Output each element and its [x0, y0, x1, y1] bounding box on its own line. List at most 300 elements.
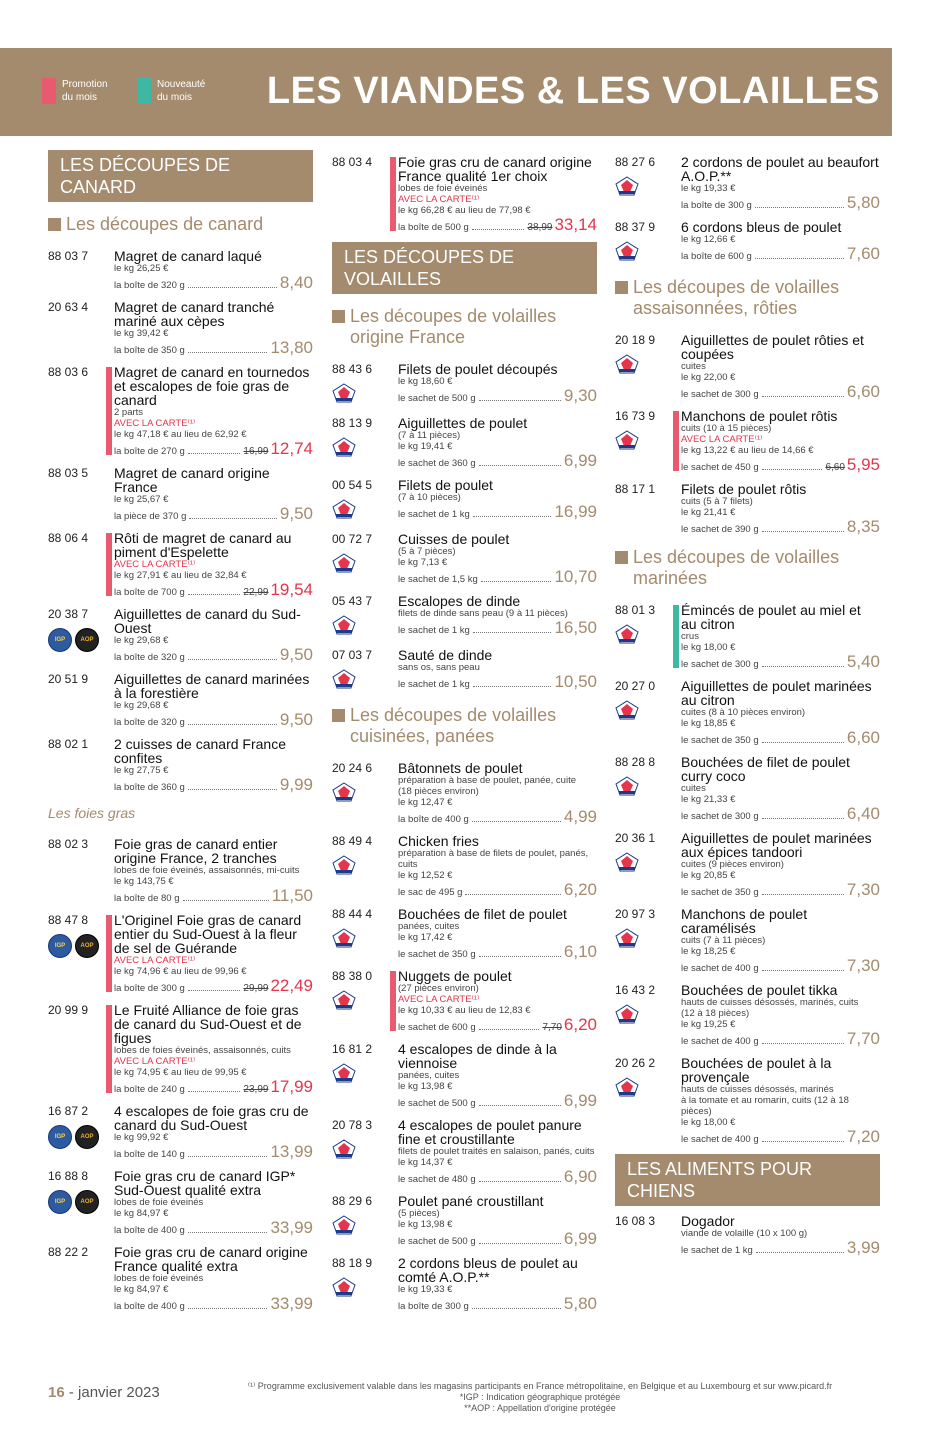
- dot-leader: [479, 956, 561, 957]
- promo-swatch: [42, 78, 56, 104]
- dot-leader: [479, 465, 561, 466]
- product-detail: le kg 20,85 €: [681, 870, 736, 881]
- product-item: [48, 1003, 313, 1095]
- product-code-text: 88 38 0: [332, 969, 373, 983]
- product-item: [615, 755, 880, 822]
- dot-leader: [479, 1105, 561, 1106]
- product-detail: cuits (10 à 15 pièces): [681, 423, 772, 434]
- aop-label-icon: AOP: [75, 934, 99, 958]
- product-code: [332, 1256, 398, 1312]
- dot-leader: [473, 632, 552, 633]
- dot-leader: [188, 789, 277, 790]
- product-price: 6,60: [846, 728, 880, 747]
- product-body: [681, 333, 880, 400]
- product-code-text: 88 29 6: [332, 1194, 373, 1208]
- product-price: 6,99: [563, 1091, 597, 1110]
- product-body: [398, 532, 597, 585]
- product-code: [615, 1214, 681, 1256]
- product-name: Magret de canard origine France: [114, 465, 270, 495]
- product-body: [114, 466, 313, 522]
- product-price: 9,50: [279, 504, 313, 523]
- product-item: [615, 1214, 880, 1256]
- promo-unit-price: le kg 13,22 € au lieu de 14,66 €: [681, 445, 814, 456]
- aop-label-icon: AOP: [75, 628, 99, 652]
- product-quantity: la boîte de 140 g: [114, 1149, 185, 1160]
- product-body: [681, 983, 880, 1047]
- product-body: [681, 1056, 880, 1145]
- product-detail: cuits (7 à 11 pièces): [681, 935, 766, 946]
- product-detail: le kg 19,33 €: [681, 183, 736, 194]
- product-code-text: 20 99 9: [48, 1003, 89, 1017]
- product-code: [332, 532, 398, 585]
- product-price: 9,50: [279, 645, 313, 664]
- product-quantity: le sachet de 350 g: [398, 949, 476, 960]
- product-price: 33,99: [270, 1218, 313, 1237]
- price-line: [681, 653, 880, 670]
- product-code: [615, 755, 681, 822]
- product-item: [615, 155, 880, 211]
- product-code-text: 88 17 1: [615, 482, 656, 496]
- price-line: [398, 1168, 597, 1185]
- product-code-text: 88 47 8: [48, 913, 89, 927]
- product-price: 6,20: [563, 1015, 597, 1034]
- price-line: [681, 1239, 880, 1256]
- product-price: 7,30: [846, 956, 880, 975]
- dot-leader: [183, 900, 269, 901]
- legend-promo: [42, 78, 118, 106]
- product-name: 2 cordons de poulet au beaufort A.O.P.**: [681, 154, 879, 184]
- product-item: [615, 603, 880, 670]
- product-detail: (12 à 18 pièces): [681, 1008, 750, 1019]
- dot-leader: [188, 1156, 268, 1157]
- card-offer-label: AVEC LA CARTE⁽¹⁾: [114, 1056, 196, 1067]
- product-quantity: le sachet de 400 g: [681, 1036, 759, 1047]
- volaille-francaise-icon: [332, 782, 356, 802]
- product-price: 5,95: [846, 455, 880, 474]
- volaille-francaise-icon: [332, 928, 356, 948]
- volaille-francaise-icon: [615, 1004, 639, 1024]
- footnote-1: ⁽¹⁾ Programme exclusivement valable dans les magasins participants en France métropolitaine, en Belgique et au Luxembourg et sur www.picard.fr: [247, 1381, 833, 1391]
- price-line: [681, 805, 880, 822]
- product-item: [332, 834, 597, 898]
- volaille-francaise-icon: [332, 553, 356, 573]
- product-item: [615, 409, 880, 473]
- product-name: Filets de poulet rôtis: [681, 481, 807, 497]
- product-item: [615, 482, 880, 535]
- footnotes: [190, 1381, 890, 1414]
- product-quantity: le sachet de 500 g: [398, 1098, 476, 1109]
- product-item: [332, 1042, 597, 1109]
- product-body: [681, 603, 880, 670]
- price-line: [398, 1230, 597, 1247]
- product-code: [48, 300, 114, 356]
- product-detail: le kg 18,25 €: [681, 946, 736, 957]
- dot-leader: [481, 581, 552, 582]
- product-name: 2 cuisses de canard France confites: [114, 736, 286, 766]
- product-code-text: 88 03 7: [48, 249, 89, 263]
- volaille-francaise-icon: [332, 615, 356, 635]
- product-code-text: 88 18 9: [332, 1256, 373, 1270]
- product-detail: le kg 17,42 €: [398, 932, 453, 943]
- product-detail: viande de volaille (10 x 100 g): [681, 1228, 808, 1239]
- price-line: [398, 1295, 597, 1312]
- price-line: [398, 387, 597, 404]
- volaille-francaise-icon: [615, 176, 639, 196]
- dot-leader: [188, 990, 241, 991]
- product-name: Bouchées de filet de poulet: [398, 906, 567, 922]
- product-price: 7,70: [846, 1029, 880, 1048]
- product-code-text: 00 72 7: [332, 532, 373, 546]
- dot-leader: [189, 518, 277, 519]
- product-quantity: le sachet de 400 g: [681, 1134, 759, 1145]
- dot-leader: [188, 1308, 268, 1309]
- product-price: 6,99: [563, 451, 597, 470]
- volaille-francaise-icon: [332, 383, 356, 403]
- product-body: [398, 1042, 597, 1109]
- product-name: Bouchées de filet de poulet curry coco: [681, 754, 850, 784]
- product-detail: (27 pièces environ): [398, 983, 479, 994]
- product-body: [114, 365, 313, 457]
- volaille-francaise-icon: [332, 437, 356, 457]
- product-detail: le kg 18,85 €: [681, 718, 736, 729]
- product-price: 13,80: [270, 338, 313, 357]
- product-quantity: le sachet de 500 g: [398, 1236, 476, 1247]
- product-code-text: 88 43 6: [332, 362, 373, 376]
- product-quantity: le sachet de 600 g: [398, 1022, 476, 1033]
- product-code: [48, 607, 114, 663]
- dot-leader: [188, 659, 277, 660]
- product-item: [615, 333, 880, 400]
- product-item: [332, 416, 597, 469]
- footnote-2: *IGP : Indication géographique protégée: [459, 1392, 621, 1402]
- price-line: [114, 887, 313, 904]
- product-detail: le kg 14,37 €: [398, 1157, 453, 1168]
- product-name: Manchons de poulet rôtis: [681, 408, 838, 424]
- product-item: [332, 532, 597, 585]
- product-body: [398, 761, 597, 825]
- product-name: Cuisses de poulet: [398, 531, 510, 547]
- price-line: [681, 729, 880, 746]
- product-detail: le kg 13,98 €: [398, 1081, 453, 1092]
- product-quantity: la boîte de 360 g: [114, 782, 185, 793]
- product-detail: (7 à 10 pièces): [398, 492, 461, 503]
- price-line: [114, 581, 313, 598]
- square-bullet-icon: [48, 218, 61, 231]
- product-detail: cuites (8 à 10 pièces environ): [681, 707, 806, 718]
- product-price: 5,40: [846, 652, 880, 671]
- product-body: [681, 220, 880, 265]
- square-bullet-icon: [615, 281, 628, 294]
- product-code-text: 88 02 1: [48, 737, 89, 751]
- product-price: 6,10: [563, 942, 597, 961]
- product-detail: le kg 18,60 €: [398, 376, 453, 387]
- product-body: [398, 362, 597, 407]
- promo-bar: [106, 915, 112, 992]
- product-detail: le kg 12,52 €: [398, 870, 453, 881]
- product-quantity: la boîte de 600 g: [681, 251, 752, 262]
- product-quantity: la boîte de 240 g: [114, 1084, 185, 1095]
- promo-unit-price: le kg 74,95 € au lieu de 99,95 €: [114, 1067, 247, 1078]
- aop-label-icon: AOP: [75, 1190, 99, 1214]
- volaille-francaise-icon: [332, 669, 356, 689]
- product-code: [48, 531, 114, 598]
- product-detail: préparation à base de poulet, panée, cuite: [398, 775, 576, 786]
- product-code-text: 20 27 0: [615, 679, 656, 693]
- price-line: [114, 977, 313, 994]
- product-body: [114, 1245, 313, 1312]
- product-price: 10,50: [554, 672, 597, 691]
- product-detail: cuits (5 à 7 filets): [681, 496, 753, 507]
- product-code: [48, 466, 114, 522]
- product-code: [332, 594, 398, 639]
- volaille-francaise-icon: [615, 928, 639, 948]
- product-code-text: 20 38 7: [48, 607, 89, 621]
- dot-leader: [473, 516, 552, 517]
- product-detail: filets de poulet traités en salaison, panés, cuits: [398, 1146, 595, 1157]
- product-code-text: 16 08 3: [615, 1214, 656, 1228]
- dot-leader: [762, 894, 844, 895]
- page-title: LES VIANDES & LES VOLAILLES: [266, 70, 880, 112]
- product-detail: le kg 27,75 €: [114, 765, 169, 776]
- volaille-francaise-icon: [615, 624, 639, 644]
- volaille-francaise-icon: [615, 430, 639, 450]
- price-line: [681, 957, 880, 974]
- product-code-text: 20 78 3: [332, 1118, 373, 1132]
- product-price: 6,90: [563, 1167, 597, 1186]
- price-line: [398, 452, 597, 469]
- product-detail: le kg 21,33 €: [681, 794, 736, 805]
- product-name: Foie gras cru de canard IGP* Sud-Ouest qualité extra: [114, 1168, 296, 1198]
- product-item: [48, 300, 313, 356]
- product-name: Rôti de magret de canard au piment d'Espelette: [114, 530, 292, 560]
- product-name: L'Originel Foie gras de canard entier du Sud-Ouest à la fleur de sel de Guérande: [114, 912, 302, 956]
- product-detail: le kg 18,00 €: [681, 1117, 736, 1128]
- product-detail: cuites (9 pièces environ): [681, 859, 784, 870]
- product-price: 13,99: [270, 1142, 313, 1161]
- dot-leader: [188, 594, 241, 595]
- product-detail: le kg 19,41 €: [398, 441, 453, 452]
- legend-promo-label: Promotion du mois: [62, 79, 108, 103]
- product-quantity: la pièce de 370 g: [114, 511, 187, 522]
- product-quantity: la boîte de 500 g: [398, 222, 469, 233]
- igp-label-icon: IGP: [48, 1125, 72, 1149]
- product-detail: le kg 7,13 €: [398, 557, 448, 568]
- price-line: [681, 383, 880, 400]
- product-detail: panées, cuites: [398, 1070, 460, 1081]
- product-code: [332, 648, 398, 693]
- dot-leader: [473, 686, 552, 687]
- product-quantity: la boîte de 320 g: [114, 652, 185, 663]
- product-quantity: le sachet de 400 g: [681, 963, 759, 974]
- product-price: 5,80: [846, 193, 880, 212]
- product-body: [114, 1003, 313, 1095]
- product-quantity: la boîte de 400 g: [114, 1225, 185, 1236]
- product-item: [332, 478, 597, 523]
- subsection-title: [332, 705, 597, 747]
- product-detail: le kg 13,98 €: [398, 1219, 453, 1230]
- product-code: [615, 409, 681, 473]
- product-code: [332, 834, 398, 898]
- square-bullet-icon: [615, 551, 628, 564]
- page-number: [48, 1384, 160, 1401]
- product-price: 33,99: [270, 1294, 313, 1313]
- product-body: [398, 907, 597, 960]
- product-detail: le kg 39,42 €: [114, 328, 169, 339]
- product-body: [114, 913, 313, 994]
- subsection-title-text: Les découpes de canard: [66, 214, 264, 234]
- product-item: [332, 907, 597, 960]
- product-item: [615, 907, 880, 974]
- new-bar: [673, 605, 679, 668]
- product-detail: filets de dinde sans peau (9 à 11 pièces): [398, 608, 568, 619]
- product-body: [398, 1118, 597, 1185]
- product-detail: lobes de foie éveinés: [398, 183, 488, 194]
- product-name: Aiguillettes de poulet marinées au citron: [681, 678, 872, 708]
- product-code: [48, 1169, 114, 1236]
- product-name: Bouchées de poulet tikka: [681, 982, 838, 998]
- product-quantity: le sachet de 1,5 kg: [398, 574, 478, 585]
- old-price: 23,99: [243, 1084, 269, 1095]
- product-name: Filets de poulet découpés: [398, 361, 558, 377]
- product-detail: cuites: [681, 783, 706, 794]
- product-item: [48, 365, 313, 457]
- price-line: [681, 518, 880, 535]
- product-code: [615, 831, 681, 898]
- product-name: Aiguillettes de poulet: [398, 415, 528, 431]
- product-price: 10,70: [554, 567, 597, 586]
- product-detail: sans os, sans peau: [398, 662, 480, 673]
- product-body: [398, 969, 597, 1033]
- product-price: 8,40: [279, 273, 313, 292]
- product-quantity: la boîte de 350 g: [114, 345, 185, 356]
- product-detail: 2 parts: [114, 407, 144, 418]
- product-body: [681, 409, 880, 473]
- product-detail: le kg 143,75 €: [114, 876, 174, 887]
- product-name: Magret de canard laqué: [114, 248, 262, 264]
- product-quantity: le sachet de 480 g: [398, 1174, 476, 1185]
- product-code-text: 16 88 8: [48, 1169, 89, 1183]
- subsection-title-text: Les découpes de volailles cuisinées, panées: [350, 705, 557, 746]
- promo-unit-price: le kg 10,33 € au lieu de 12,83 €: [398, 1005, 531, 1016]
- igp-label-icon: IGP: [48, 934, 72, 958]
- volaille-francaise-icon: [332, 1139, 356, 1159]
- product-code: [332, 155, 398, 233]
- product-code: [332, 416, 398, 469]
- product-code: [615, 1056, 681, 1145]
- product-name: Foie gras de canard entier origine France, 2 tranches: [114, 836, 278, 866]
- subsection-title: [615, 277, 880, 319]
- product-code-text: 20 36 1: [615, 831, 656, 845]
- product-price: 6,40: [846, 804, 880, 823]
- volaille-francaise-icon: [615, 852, 639, 872]
- product-detail: le kg 29,68 €: [114, 635, 169, 646]
- volaille-francaise-icon: [332, 1063, 356, 1083]
- price-line: [681, 881, 880, 898]
- dot-leader: [762, 818, 844, 819]
- product-name: Dogador: [681, 1213, 735, 1229]
- card-offer-label: AVEC LA CARTE⁽¹⁾: [681, 434, 763, 445]
- product-detail: le kg 12,47 €: [398, 797, 453, 808]
- price-line: [114, 505, 313, 522]
- old-price: 7,70: [542, 1022, 562, 1033]
- subsection-title-text: Les découpes de volailles origine France: [350, 306, 557, 347]
- product-name: 2 cordons bleus de poulet au comté A.O.P.**: [398, 1255, 578, 1285]
- product-item: [332, 1256, 597, 1312]
- price-line: [114, 1078, 313, 1095]
- product-detail: (5 à 7 pièces): [398, 546, 456, 557]
- product-code: [48, 1104, 114, 1160]
- product-name: Aiguillettes de poulet marinées aux épices tandoori: [681, 830, 872, 860]
- product-code: [332, 1194, 398, 1247]
- product-detail: le kg 18,00 €: [681, 642, 736, 653]
- volaille-francaise-icon: [332, 499, 356, 519]
- product-code: [615, 603, 681, 670]
- product-quantity: la boîte de 320 g: [114, 280, 185, 291]
- product-quantity: le sachet de 1 kg: [398, 625, 470, 636]
- price-line: [114, 440, 313, 457]
- product-detail: hauts de cuisses désossés, marinés, cuits: [681, 997, 859, 1008]
- product-code-text: 88 02 3: [48, 837, 89, 851]
- product-code: [332, 907, 398, 960]
- product-code-text: 20 18 9: [615, 333, 656, 347]
- product-body: [681, 679, 880, 746]
- product-quantity: le sachet de 1 kg: [681, 1245, 753, 1256]
- product-code: [332, 362, 398, 407]
- product-detail: le kg 22,00 €: [681, 372, 736, 383]
- price-line: [398, 808, 597, 825]
- product-body: [114, 737, 313, 793]
- product-price: 11,50: [271, 886, 313, 905]
- aop-label-icon: AOP: [75, 1125, 99, 1149]
- product-quantity: le sachet de 360 g: [398, 458, 476, 469]
- product-body: [398, 416, 597, 469]
- product-item: [615, 983, 880, 1047]
- product-item: [332, 362, 597, 407]
- page-number-value: 16: [48, 1384, 65, 1401]
- column-1: [48, 150, 313, 1321]
- product-name: Le Fruité Alliance de foie gras de canard du Sud-Ouest et de figues: [114, 1002, 302, 1046]
- price-line: [114, 1219, 313, 1236]
- product-detail: à la tomate et au romarin, cuits (12 à 18 pièces): [681, 1095, 849, 1117]
- product-code: [48, 249, 114, 291]
- card-offer-label: AVEC LA CARTE⁽¹⁾: [114, 418, 196, 429]
- product-name: Bouchées de poulet à la provençale: [681, 1055, 832, 1085]
- volaille-francaise-icon: [615, 776, 639, 796]
- product-item: [332, 594, 597, 639]
- product-detail: le kg 19,33 €: [398, 1284, 453, 1295]
- product-name: Escalopes de dinde: [398, 593, 521, 609]
- product-code-text: 88 03 4: [332, 155, 373, 169]
- promo-bar: [390, 157, 396, 231]
- product-code: [615, 679, 681, 746]
- price-line: [681, 1128, 880, 1145]
- column-3: [615, 155, 880, 1265]
- dot-leader: [472, 821, 561, 822]
- product-body: [681, 155, 880, 211]
- price-line: [398, 943, 597, 960]
- dot-leader: [755, 207, 844, 208]
- product-code-text: 07 03 7: [332, 648, 373, 662]
- product-price: 16,50: [554, 618, 597, 637]
- product-price: 7,60: [846, 244, 880, 263]
- product-body: [681, 755, 880, 822]
- product-code-text: 20 26 2: [615, 1056, 656, 1070]
- price-line: [398, 1092, 597, 1109]
- product-detail: crus: [681, 631, 699, 642]
- price-line: [398, 881, 597, 898]
- promo-bar: [390, 971, 396, 1031]
- product-body: [398, 155, 597, 233]
